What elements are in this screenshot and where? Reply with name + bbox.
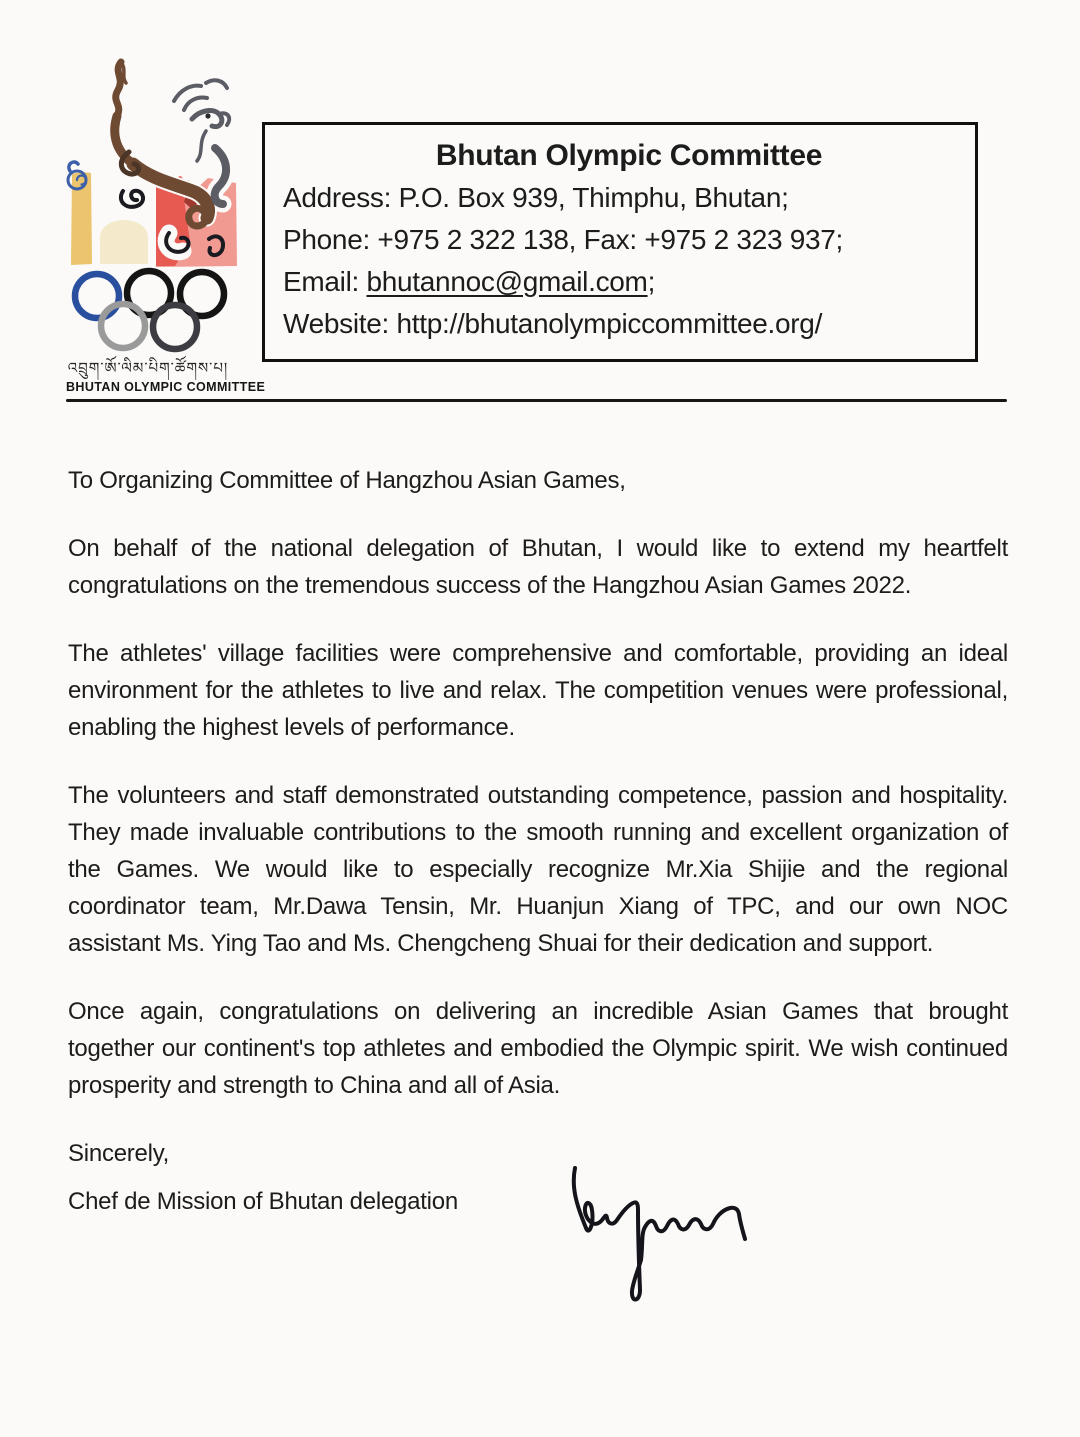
paragraph-1: On behalf of the national delegation of Bhutan, I would like to extend my heartfelt congratulations on the tremendous success of the Hangzhou Asian Games 2022.	[68, 535, 1008, 599]
letterhead-rule	[66, 399, 1007, 402]
paragraph-3: The volunteers and staff demonstrated outstanding competence, passion and hospitality. They made invaluable contributions to the smooth running and excellent organization of the Games. We would like to especially recognize Mr.Xia Shijie and the regional coordinator team, Mr.Dawa Tensin, Mr. Huanjun Xiang of TPC, and our own NOC assistant Ms. Ying Tao and Ms. Chengcheng Shuai for their dedication and support.	[68, 782, 1008, 957]
email-line	[283, 261, 975, 303]
info-box-title: Bhutan Olympic Committee	[435, 139, 823, 172]
salutation: To Organizing Committee of Hangzhou Asian Games,	[68, 467, 626, 494]
paragraph-2: The athletes' village facilities were comprehensive and comfortable, providing an ideal environment for the athletes to live and relax. The competition venues were professional, enabling the highest levels of performance.	[68, 640, 1008, 741]
org-caption: BHUTAN OLYMPIC COMMITTEE	[66, 380, 266, 394]
email-label: Email:	[283, 266, 367, 297]
email-suffix: ;	[647, 266, 656, 297]
dragon-icon	[68, 62, 229, 255]
contact-info-box	[262, 122, 978, 362]
olympic-rings-icon	[75, 271, 224, 349]
signoff-line: Chef de Mission of Bhutan delegation	[68, 1188, 458, 1215]
email-link[interactable]: bhutannoc@gmail.com	[366, 266, 648, 297]
bhutan-olympic-logo	[57, 52, 242, 357]
phone-line: Phone: +975 2 322 138, Fax: +975 2 323 937;	[283, 224, 844, 255]
paragraph-4: Once again, congratulations on delivering an incredible Asian Games that brought together our continent's top athletes and embodied the Olympic spirit. We wish continued prosperity and strength to China and all of Asia.	[68, 998, 1008, 1099]
letter-body	[68, 462, 1008, 1172]
handwritten-signature-icon	[545, 1146, 805, 1326]
address-line: Address: P.O. Box 939, Thimphu, Bhutan;	[283, 182, 789, 213]
website-line: Website: http://bhutanolympiccommittee.org/	[283, 308, 823, 339]
closing: Sincerely,	[68, 1140, 170, 1167]
dzongkha-script-text: འབྲུག་ཨོ་ལིམ་པིག་ཚོགས་པ།	[67, 360, 229, 377]
